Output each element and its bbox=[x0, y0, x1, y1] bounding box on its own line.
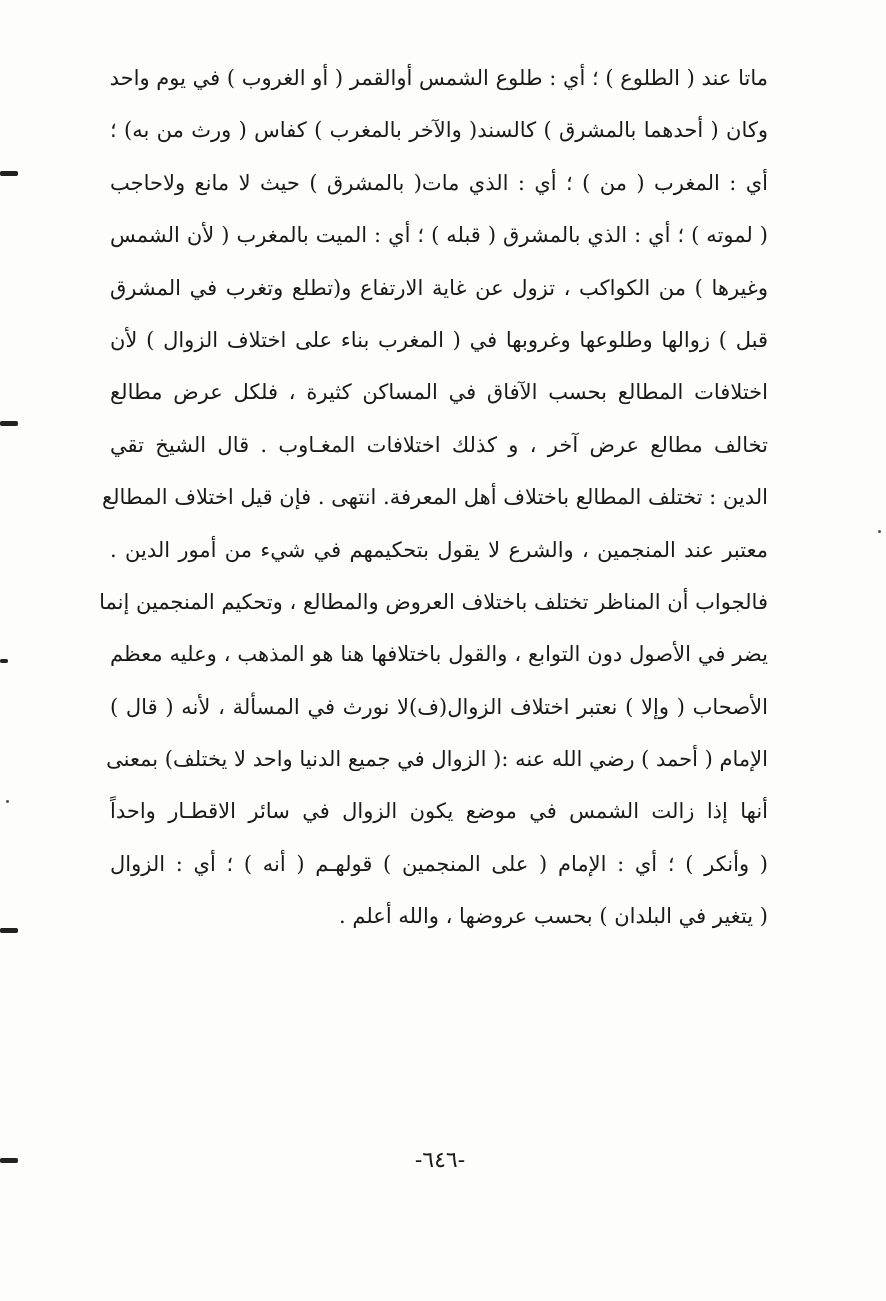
text-line: الأصحاب ( وإلا ) نعتبر اختلاف الزوال(ف)لا نورث في المسألة ، لأنه ( قال ) bbox=[110, 694, 768, 719]
margin-mark bbox=[0, 659, 8, 663]
text-line: أنها إذا زالت الشمس في موضع يكون الزوال في سائر الاقطـار واحداً bbox=[110, 799, 768, 824]
margin-mark bbox=[0, 421, 18, 426]
text-line: تخالف مطالع عرض آخر ، و كذلك اختلافات المغـاوب . قال الشيخ تقي bbox=[110, 432, 768, 457]
page-number: -٦٤٦- bbox=[414, 1148, 466, 1173]
margin-mark bbox=[0, 1158, 18, 1163]
text-line: ( وأنكر ) ؛ أي : الإمام ( على المنجمين ) قولهـم ( أنه ) ؛ أي : الزوال bbox=[110, 851, 768, 876]
text-line: اختلافات المطالع بحسب الآفاق في المساكن كثيرة ، فلكل عرض مطالع bbox=[110, 380, 768, 405]
margin-mark bbox=[0, 171, 18, 176]
margin-mark bbox=[0, 928, 18, 933]
text-line: معتبر عند المنجمين ، والشرع لا يقول بتحكيمهم في شيء من أمور الدين . bbox=[110, 537, 768, 562]
text-line: يضر في الأصول دون التوابع ، والقول باختلافها هنا هو المذهب ، وعليه معظم bbox=[110, 642, 768, 667]
text-line: ( يتغير في البلدان ) بحسب عروضها ، والله أعلم . bbox=[339, 904, 768, 929]
text-line: وكان ( أحدهما بالمشرق ) كالسند( والآخر بالمغرب ) كفاس ( ورث من به) ؛ bbox=[110, 118, 768, 143]
scan-speck bbox=[878, 530, 881, 533]
text-line: الدين : تختلف المطالع باختلاف أهل المعرفة. انتهى . فإن قيل اختلاف المطالع bbox=[101, 485, 768, 510]
text-line: وغيرها ) من الكواكب ، تزول عن غاية الارتفاع و(تطلع وتغرب في المشرق bbox=[110, 275, 768, 300]
text-line: ( لموته ) ؛ أي : الذي بالمشرق ( قبله ) ؛ أي : الميت بالمغرب ( لأن الشمس bbox=[110, 223, 768, 248]
text-line: أي : المغرب ( من ) ؛ أي : الذي مات( بالمشرق ) حيث لا مانع ولاحاجب bbox=[110, 170, 768, 195]
scan-speck bbox=[6, 800, 9, 803]
text-line: الإمام ( أحمد ) رضي الله عنه :( الزوال في جميع الدنيا واحد لا يختلف) بمعنى bbox=[106, 747, 768, 772]
text-line: قبل ) زوالها وطلوعها وغروبها في ( المغرب بناء على اختلاف الزوال ) لأن bbox=[110, 327, 768, 352]
text-line: ماتا عند ( الطلوع ) ؛ أي : طلوع الشمس أوالقمر ( أو الغروب ) في يوم واحد bbox=[109, 66, 768, 90]
text-line: فالجواب أن المناظر تختلف باختلاف العروض والمطالع ، وتحكيم المنجمين إنما bbox=[99, 589, 768, 614]
body-text bbox=[99, 52, 768, 943]
